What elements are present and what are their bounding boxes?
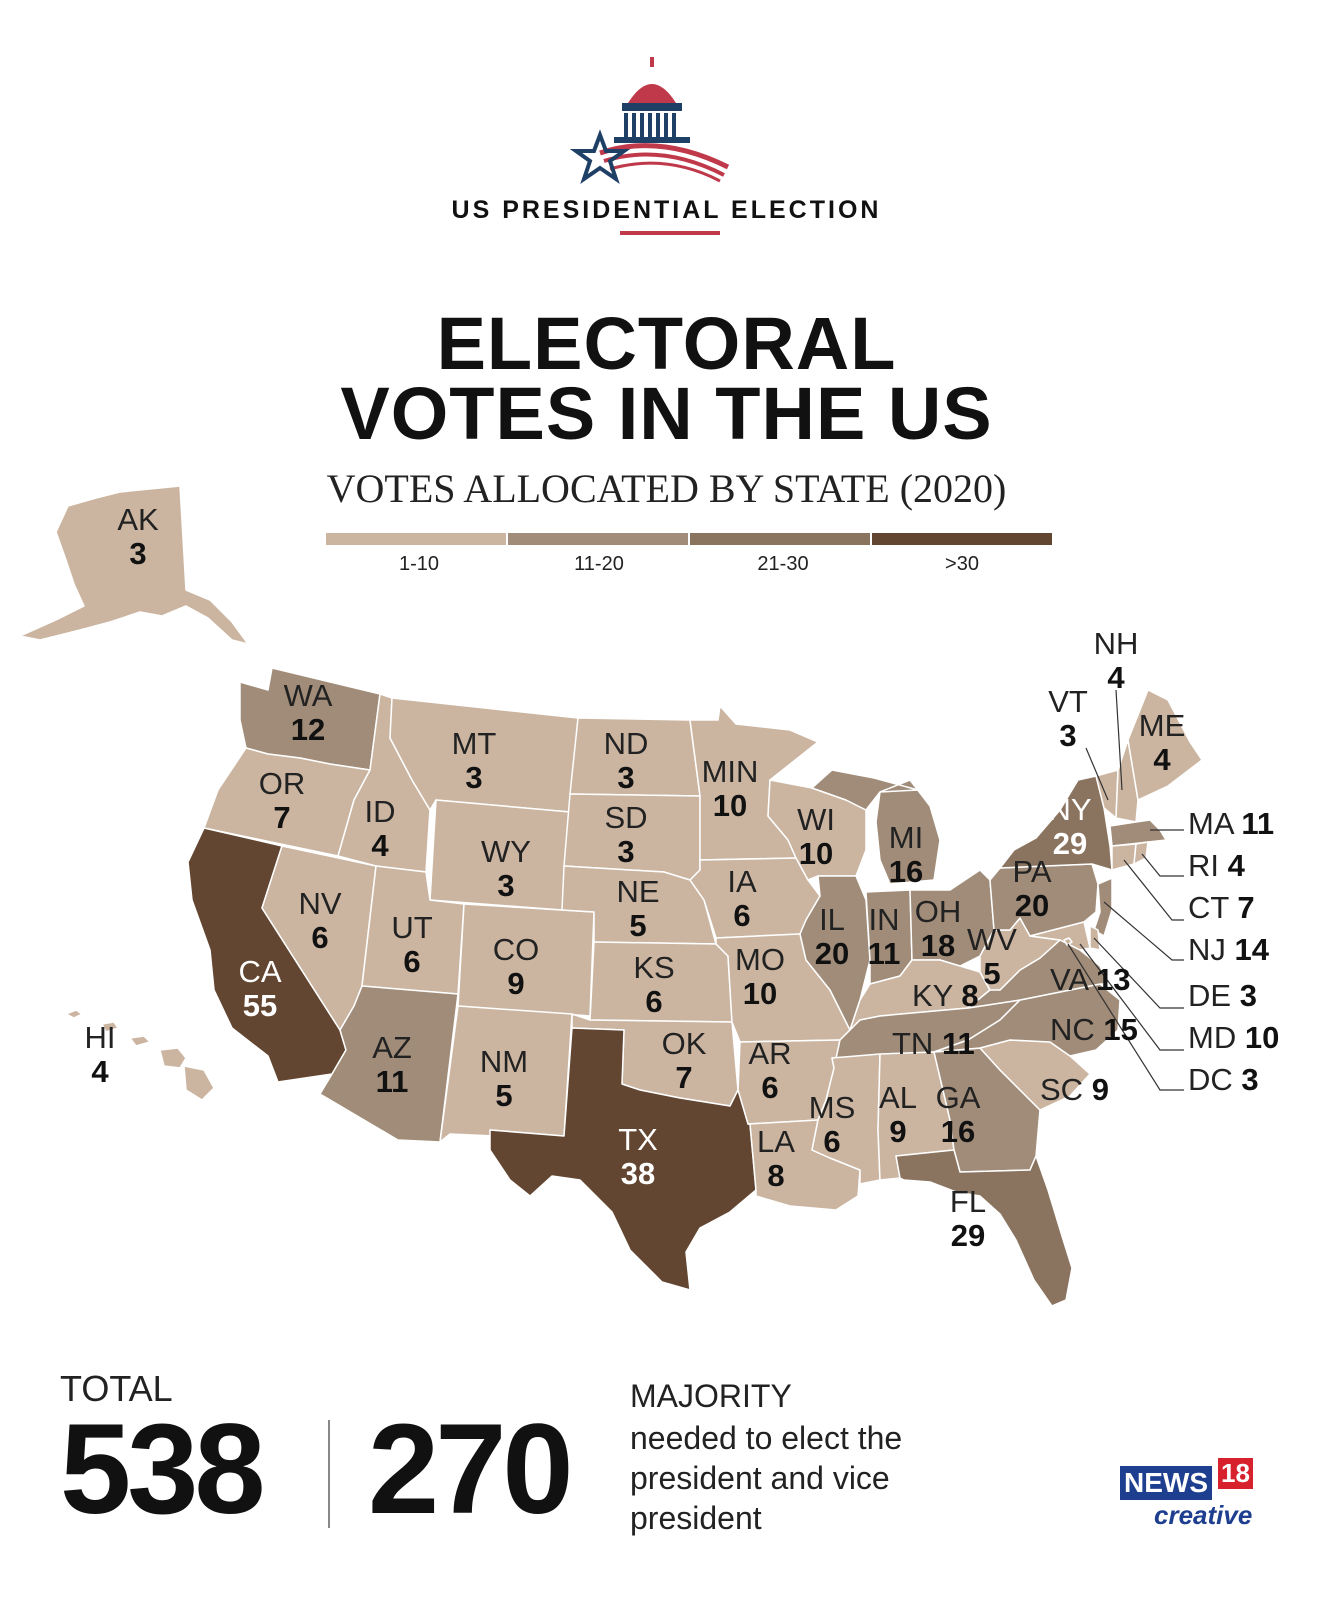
state-votes-GA: 16	[940, 1114, 976, 1149]
state-votes-CT: 7	[1237, 890, 1255, 925]
state-code-MT: MT	[451, 726, 497, 761]
state-votes-ID: 4	[371, 828, 389, 863]
state-votes-NC: 15	[1103, 1012, 1138, 1047]
state-code-CT: CT	[1188, 890, 1238, 925]
state-code-MI: MI	[888, 820, 924, 855]
state-code-ID: ID	[364, 794, 396, 829]
state-code-MA: MA	[1188, 806, 1242, 841]
state-votes-NY: 29	[1052, 826, 1088, 861]
state-votes-WA: 12	[290, 712, 326, 747]
state-code-NV: NV	[298, 886, 342, 921]
state-label-SC	[1040, 1072, 1109, 1107]
state-votes-CO: 9	[507, 966, 525, 1001]
state-code-MS: MS	[808, 1090, 856, 1125]
state-MA	[1110, 820, 1166, 846]
state-votes-DC: 3	[1241, 1062, 1259, 1097]
state-votes-KS: 6	[645, 984, 663, 1019]
state-code-IN: IN	[868, 902, 900, 937]
state-votes-ME: 4	[1153, 742, 1171, 777]
state-code-HI: HI	[84, 1020, 116, 1055]
state-code-AR: AR	[748, 1036, 792, 1071]
logo-news: NEWS	[1120, 1466, 1212, 1500]
state-label-CT	[1188, 890, 1255, 925]
state-code-TX: TX	[618, 1122, 658, 1157]
kicker: US PRESIDENTIAL ELECTION	[451, 196, 882, 224]
footer-divider	[328, 1420, 330, 1528]
majority-value: 270	[368, 1398, 570, 1541]
state-code-AK: AK	[117, 502, 159, 537]
state-votes-IL: 20	[814, 936, 850, 971]
state-votes-HI: 4	[91, 1054, 109, 1089]
state-code-VT: VT	[1048, 684, 1088, 719]
state-votes-MT: 3	[465, 760, 483, 795]
state-code-CO: CO	[492, 932, 540, 967]
state-code-MD: MD	[1188, 1020, 1245, 1055]
state-votes-ND: 3	[617, 760, 635, 795]
logo-18: 18	[1218, 1458, 1253, 1489]
state-code-NH: NH	[1093, 626, 1139, 661]
state-RI	[1134, 842, 1148, 864]
state-label-KY	[912, 978, 979, 1013]
state-code-FL: FL	[949, 1184, 987, 1219]
state-votes-MN: 10	[712, 788, 748, 823]
state-label-DE	[1188, 978, 1257, 1013]
state-label-MD	[1188, 1020, 1279, 1055]
state-CT	[1112, 844, 1136, 870]
state-code-DE: DE	[1188, 978, 1240, 1013]
state-code-VA: VA	[1050, 962, 1096, 997]
state-votes-NE: 5	[629, 908, 647, 943]
total-value: 538	[60, 1398, 262, 1541]
state-code-MN: MIN	[701, 754, 759, 789]
state-code-OK: OK	[661, 1026, 707, 1061]
state-votes-OH: 18	[920, 928, 956, 963]
state-code-KY: KY	[912, 978, 962, 1013]
state-code-AZ: AZ	[372, 1030, 412, 1065]
state-code-PA: PA	[1012, 854, 1052, 889]
state-votes-UT: 6	[403, 944, 421, 979]
state-votes-MD: 10	[1244, 1020, 1280, 1055]
legend-label-4: >30	[945, 553, 979, 575]
state-votes-MI: 16	[888, 854, 924, 889]
state-label-DC	[1188, 1062, 1259, 1097]
state-code-WI: WI	[797, 802, 835, 837]
legend-label-1: 1-10	[398, 553, 440, 575]
state-votes-RI: 4	[1227, 848, 1245, 883]
state-votes-LA: 8	[767, 1158, 785, 1193]
state-votes-NM: 5	[495, 1078, 513, 1113]
page-subtitle: VOTES ALLOCATED BY STATE (2020)	[326, 466, 1007, 511]
state-DE	[1090, 926, 1100, 950]
state-code-WV: WV	[967, 922, 1017, 957]
state-votes-NV: 6	[311, 920, 329, 955]
state-votes-SC: 9	[1091, 1072, 1109, 1107]
state-code-GA: GA	[935, 1080, 981, 1115]
state-votes-AL: 9	[889, 1114, 907, 1149]
news18-creative-logo	[1120, 1458, 1254, 1528]
state-code-DC: DC	[1188, 1062, 1242, 1097]
state-votes-DE: 3	[1239, 978, 1257, 1013]
state-votes-IA: 6	[733, 898, 751, 933]
state-label-TN	[892, 1026, 975, 1061]
state-votes-KY: 8	[961, 978, 979, 1013]
state-votes-WV: 5	[983, 956, 1001, 991]
state-code-LA: LA	[757, 1124, 795, 1159]
state-label-MA	[1188, 806, 1274, 841]
state-code-NJ: NJ	[1188, 932, 1235, 967]
state-code-NE: NE	[616, 874, 660, 909]
state-code-NM: NM	[479, 1044, 529, 1079]
state-code-KS: KS	[633, 950, 675, 985]
state-code-SD: SD	[604, 800, 648, 835]
state-code-NC: NC	[1050, 1012, 1104, 1047]
state-label-VA	[1050, 962, 1130, 997]
state-votes-NH: 4	[1107, 660, 1125, 695]
state-votes-MS: 6	[823, 1124, 841, 1159]
majority-heading: MAJORITY	[630, 1378, 792, 1414]
state-code-UT: UT	[391, 910, 433, 945]
total-label: TOTAL	[60, 1368, 173, 1409]
state-label-NJ	[1188, 932, 1270, 967]
state-votes-PA: 20	[1014, 888, 1050, 923]
state-code-MO: MO	[735, 942, 785, 977]
state-code-ND: ND	[603, 726, 649, 761]
state-code-ME: ME	[1138, 708, 1186, 743]
state-code-OH: OH	[914, 894, 962, 929]
state-code-IA: IA	[727, 864, 757, 899]
state-votes-NJ: 14	[1234, 932, 1269, 967]
state-label-NC	[1050, 1012, 1138, 1047]
page-title-line2: VOTES IN THE US	[340, 372, 993, 455]
state-code-RI: RI	[1188, 848, 1228, 883]
state-code-TN: TN	[892, 1026, 942, 1061]
state-votes-AK: 3	[129, 536, 147, 571]
page-title-line1: ELECTORAL	[436, 302, 897, 385]
state-votes-IN: 11	[867, 936, 901, 971]
majority-description: needed to elect the president and vice president	[630, 1420, 903, 1536]
state-votes-SD: 3	[617, 834, 635, 869]
state-votes-CA: 55	[242, 988, 278, 1023]
legend-label-2: 11-20	[574, 553, 624, 575]
state-code-SC: SC	[1040, 1072, 1092, 1107]
state-votes-OR: 7	[273, 800, 291, 835]
state-votes-AR: 6	[761, 1070, 779, 1105]
state-votes-VA: 13	[1095, 962, 1131, 997]
state-code-WA: WA	[283, 678, 333, 713]
state-label-RI	[1188, 848, 1246, 883]
state-votes-MA: 11	[1241, 806, 1275, 841]
state-code-CA: CA	[238, 954, 282, 989]
legend-label-3: 21-30	[757, 553, 809, 575]
state-votes-OK: 7	[675, 1060, 693, 1095]
state-votes-FL: 29	[950, 1218, 986, 1253]
state-code-IL: IL	[819, 902, 845, 937]
state-code-OR: OR	[258, 766, 306, 801]
state-votes-TN: 11	[941, 1026, 975, 1061]
state-code-AL: AL	[879, 1080, 917, 1115]
state-votes-AZ: 11	[375, 1064, 409, 1099]
state-code-WY: WY	[481, 834, 531, 869]
state-votes-WY: 3	[497, 868, 515, 903]
state-code-NY: NY	[1048, 792, 1092, 827]
state-votes-WI: 10	[798, 836, 834, 871]
state-votes-VT: 3	[1059, 718, 1077, 753]
state-votes-MO: 10	[742, 976, 778, 1011]
logo-creative: creative	[1154, 1500, 1253, 1530]
state-votes-TX: 38	[620, 1156, 656, 1191]
